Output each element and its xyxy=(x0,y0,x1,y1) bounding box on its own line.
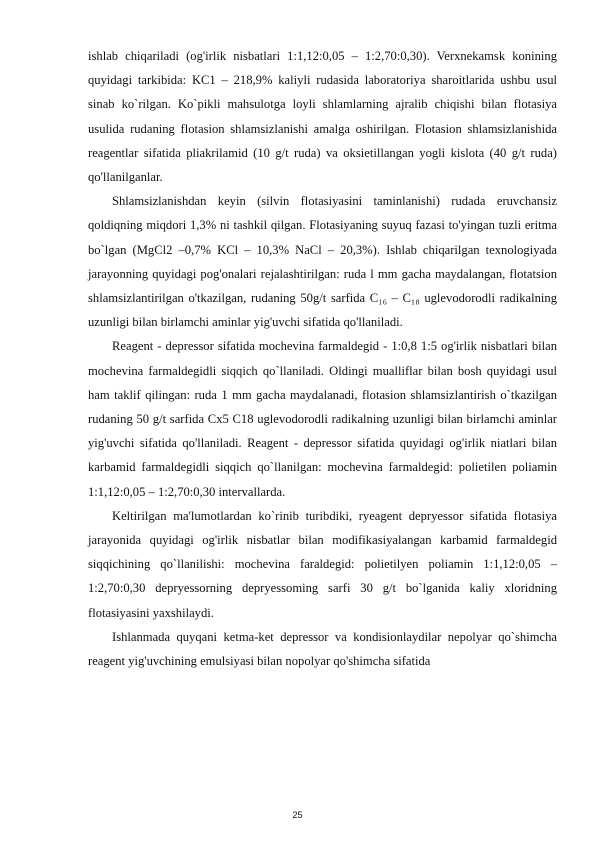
paragraph-3: Reagent - depressor sifatida mochevina farmaldegid - 1:0,8 1:5 og'irlik nisbatlari bilan mochevina farmaldegidli siqqich qo`llaniladi. Oldingi mualliflar bilan bosh quyidagi usul ham taklif qilingan: ruda 1 mm gacha maydalanadi, flotasion shlamsizlantirish o`tkazilgan rudaning 50 g/t sarfida Cx5 C18 uglevodorodli radikalning uzunligi bilan birlamchi aminlar yig'uvchi sifatida qo'llaniladi. Reagent - depressor sifatida quyidagi og'irlik niatlari bilan karbamid farmaldegidli siqqich qo`llanilgan: mochevina farmaldegid: polietilen poliamin 1:1,12:0,05 – 1:2,70:0,30 intervallarda. xyxy=(88,339,557,499)
paragraph-5: Ishlanmada quyqani ketma-ket depressor va kondisionlaydilar nepolyar qo`shimcha reagent yig'uvchining emulsiyasi bilan nopolyar qo'shimcha sifatida xyxy=(88,629,557,669)
paragraph-2: Shlamsizlanishdan keyin (silvin flotasiyasini taminlanishi) rudada eruvchansiz qoldiqning miqdori 1,3% ni tashkil qilgan. Flotasiyaning suyuq fazasi to'yingan tuzli eritma bo`lgan (MgCl2 –0,7% KCl – 10,3% NaCl – 20,3%). Ishlab chiqarilgan texnologiyada jarayonning quyidagi pog'onalari rejalashtirilgan: ruda l mm gacha maydalangan, flotatsion shlamsizlantirilgan o'tkazilgan, rudaning 50g/t sarfida C₁₆ – C₁₈ uglevodorodli radikalning uzunligi bilan birlamchi aminlar yig'uvchi sifatida qo'llaniladi. xyxy=(88,194,557,330)
paragraph-4: Keltirilgan ma'lumotlardan ko`rinib turibdiki, ryeagent depryessor sifatida flotasiya jarayonida quyidagi og'irlik nisbatlar bilan modifikasiyalangan karbamid farmaldegid siqqichining qo`llanilishi: mochevina faraldegid: polietilyen poliamin 1:1,12:0,05 – 1:2,70:0,30 depryessorning depryessoming sarfi 30 g/t bo`lganida kaliy xloridning flotasiyasini yaxshilaydi. xyxy=(88,508,557,620)
page-number: 25 xyxy=(292,810,303,820)
paragraph-1: ishlab chiqariladi (og'irlik nisbatlari 1:1,12:0,05 – 1:2,70:0,30). Verxnekamsk konining quyidagi tarkibida: KC1 – 218,9% kaliyli rudasida laboratoriya sharoitlarida ushbu usul sinab ko`rilgan. Ko`pikli mahsulotga loyli shlamlarning ajralib chiqishi bilan flotasiya usulida rudaning flotasion shlamsizlanishi amalga oshirilgan. Flotasion shlamsizlanishida reagentlar sifatida pliakrilamid (10 g/t ruda) va oksietillangan yogli kislota (40 g/t ruda) qo'llanilganlar. xyxy=(88,49,557,185)
document-body xyxy=(88,44,557,673)
